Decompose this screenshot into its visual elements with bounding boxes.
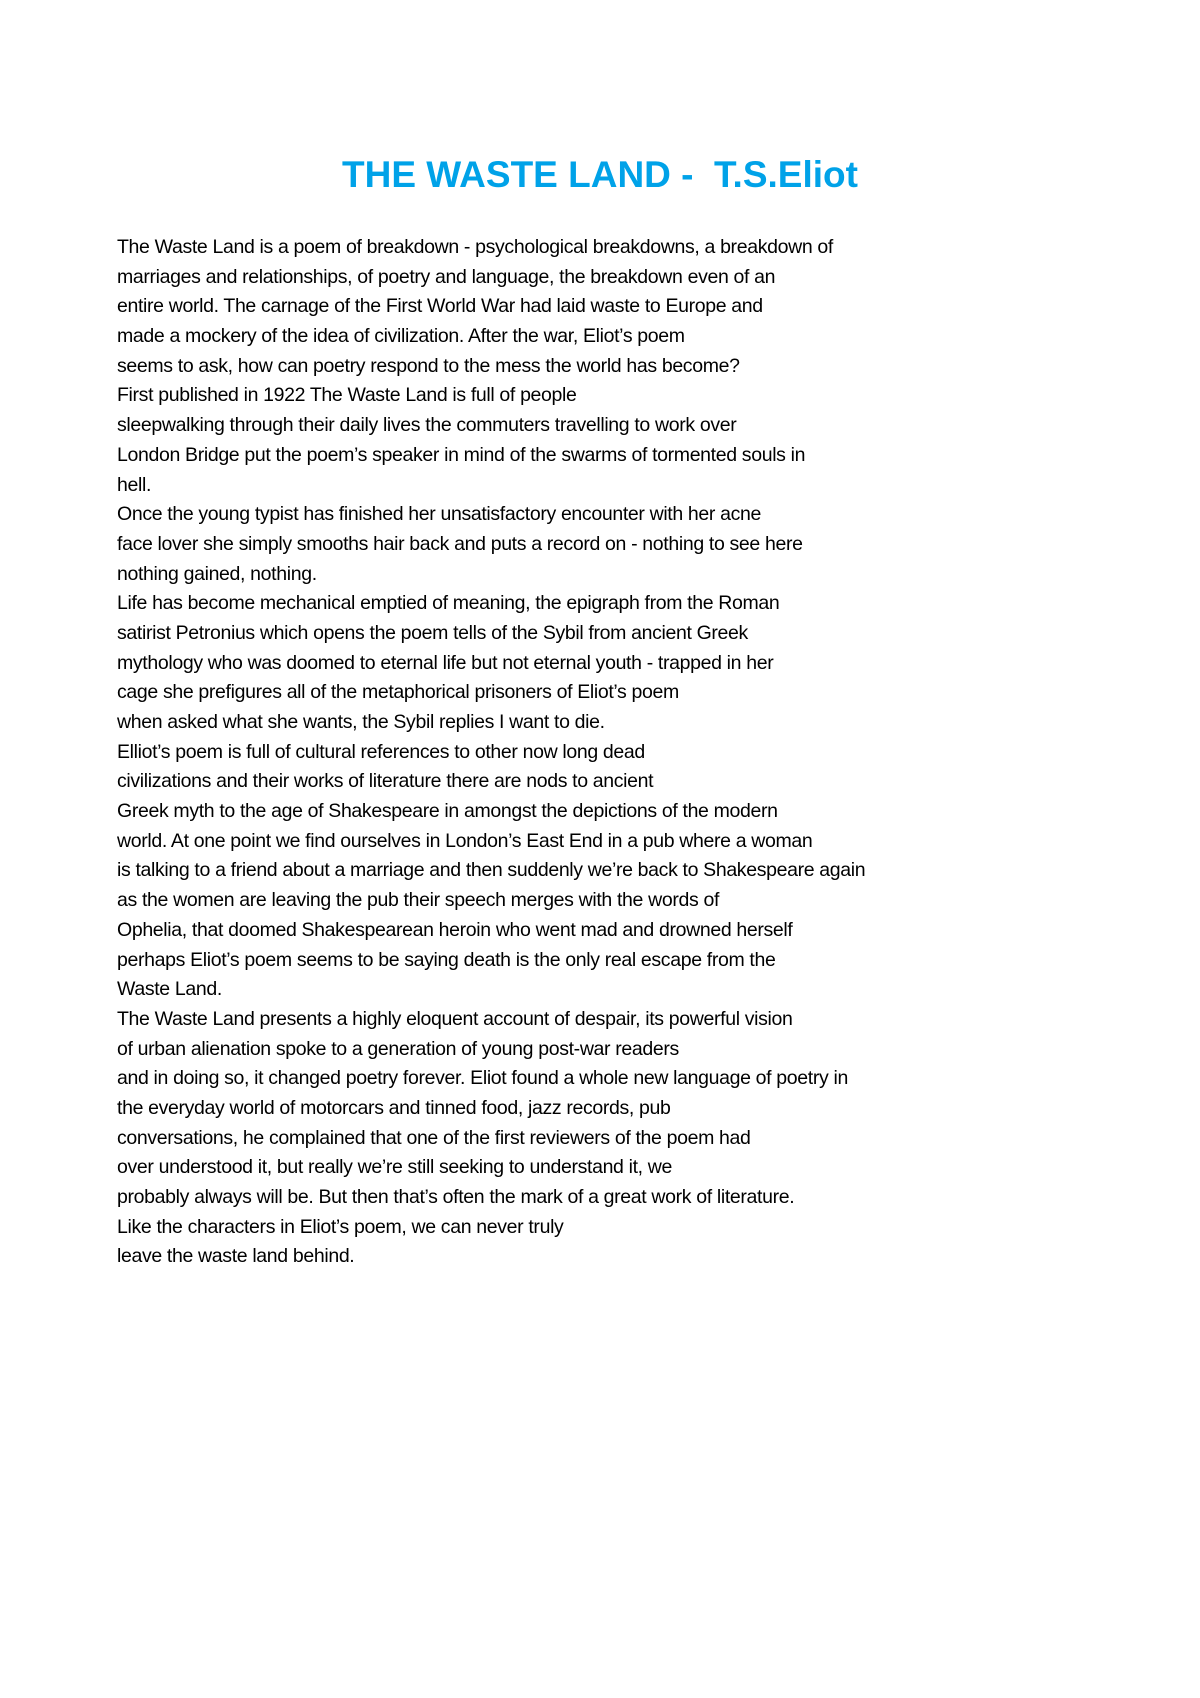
body-line: sleepwalking through their daily lives the commuters travelling to work over [117, 414, 737, 437]
body-line: mythology who was doomed to eternal life but not eternal youth - trapped in her [117, 651, 774, 674]
body-line: perhaps Eliot’s poem seems to be saying death is the only real escape from the [117, 948, 776, 971]
body-line: over understood it, but really we’re still seeking to understand it, we [117, 1156, 673, 1179]
body-line: face lover she simply smooths hair back and puts a record on - nothing to see here [117, 532, 803, 555]
body-line: conversations, he complained that one of the first reviewers of the poem had [117, 1126, 751, 1149]
body-line: and in doing so, it changed poetry forever. Eliot found a whole new language of poetry in [117, 1067, 848, 1090]
body-line: leave the waste land behind. [117, 1245, 355, 1268]
body-line: is talking to a friend about a marriage and then suddenly we’re back to Shakespeare again [117, 859, 866, 882]
body-line: Greek myth to the age of Shakespeare in amongst the depictions of the modern [117, 800, 778, 823]
body-line: probably always will be. But then that’s often the mark of a great work of literature. [117, 1186, 795, 1208]
document-title: THE WASTE LAND - T.S.Eliot [342, 154, 858, 195]
body-line: satirist Petronius which opens the poem tells of the Sybil from ancient Greek [117, 621, 748, 644]
body-line: Life has become mechanical emptied of meaning, the epigraph from the Roman [117, 592, 780, 615]
body-line: world. At one point we find ourselves in London’s East End in a pub where a woman [117, 829, 813, 852]
document-body [117, 233, 1177, 1272]
body-line: entire world. The carnage of the First World War had laid waste to Europe and [117, 295, 763, 318]
body-line: First published in 1922 The Waste Land is full of people [117, 384, 577, 407]
body-line: Ophelia, that doomed Shakespearean heroin who went mad and drowned herself [117, 918, 793, 941]
body-line: seems to ask, how can poetry respond to the mess the world has become? [117, 354, 740, 377]
body-line: Elliot’s poem is full of cultural references to other now long dead [117, 740, 645, 763]
body-line: made a mockery of the idea of civilization. After the war, Eliot’s poem [117, 325, 685, 348]
body-line: when asked what she wants, the Sybil replies I want to die. [117, 711, 605, 733]
body-line: The Waste Land presents a highly eloquent account of despair, its powerful vision [117, 1007, 793, 1030]
body-line: of urban alienation spoke to a generation of young post-war readers [117, 1037, 679, 1060]
body-line: nothing gained, nothing. [117, 562, 317, 585]
body-line: Once the young typist has finished her unsatisfactory encounter with her acne [117, 503, 762, 526]
body-line: marriages and relationships, of poetry and language, the breakdown even of an [117, 265, 776, 288]
body-line: civilizations and their works of literature there are nods to ancient [117, 770, 654, 793]
body-line: hell. [117, 473, 152, 496]
body-line: as the women are leaving the pub their speech merges with the words of [117, 889, 720, 912]
body-line: Like the characters in Eliot’s poem, we can never truly [117, 1215, 564, 1238]
body-line: the everyday world of motorcars and tinned food, jazz records, pub [117, 1096, 671, 1119]
body-line: cage she prefigures all of the metaphorical prisoners of Eliot’s poem [117, 681, 679, 704]
body-line: London Bridge put the poem’s speaker in mind of the swarms of tormented souls in [117, 443, 806, 466]
body-line: The Waste Land is a poem of breakdown - psychological breakdowns, a breakdown of [117, 236, 833, 258]
body-line: Waste Land. [117, 978, 222, 1001]
